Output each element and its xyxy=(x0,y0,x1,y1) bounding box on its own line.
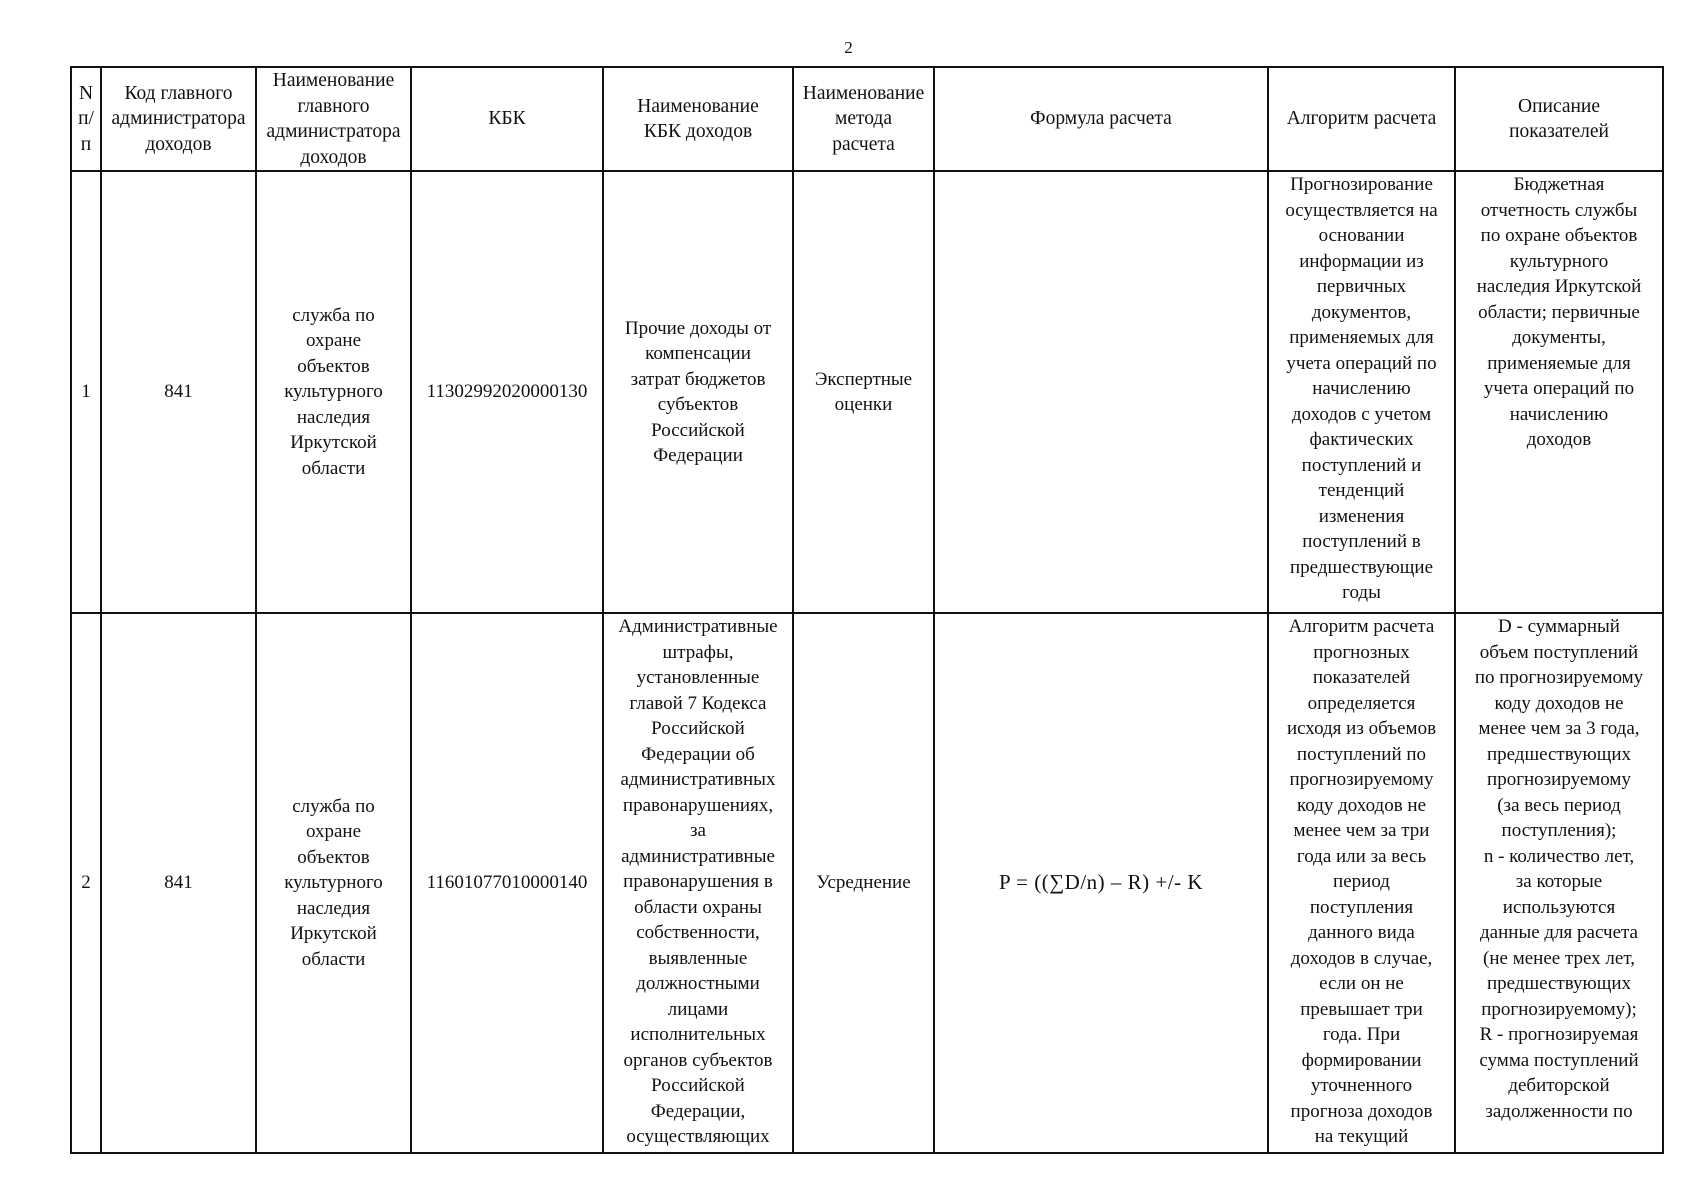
header-algorithm xyxy=(1268,67,1455,171)
method-name: Экспертные оценки xyxy=(814,368,913,415)
cell-kbk-name xyxy=(603,171,793,613)
header-method-label: Наименование метода расчета xyxy=(802,82,925,155)
header-num xyxy=(71,67,101,171)
cell-algorithm xyxy=(1268,613,1455,1153)
header-admin-name xyxy=(256,67,411,171)
header-admin-code-label: Код главного администратора доходов xyxy=(111,82,246,155)
cell-description xyxy=(1455,613,1663,1153)
kbk-code: 11601077010000140 xyxy=(426,872,588,894)
cell-admin-code xyxy=(101,171,256,613)
algorithm-text: Алгоритм расчета прогнозных показателей определяется исходя из объемов поступлений по прогнозируемому коду доходов не менее чем за три года или за весь период поступления данного вида доходов в случае, если он не превышает три года. При формировании уточненного прогноза доходов на текущий xyxy=(1286,616,1437,1147)
header-description xyxy=(1455,67,1663,171)
cell-num xyxy=(71,613,101,1153)
method-name: Усреднение xyxy=(816,872,911,894)
kbk-name: Административные штрафы, установленные главой 7 Кодекса Российской Федерации об административных правонарушениях, за административные правонарушения в области охраны собственности, выявленные должностными лицами исполнительных органов субъектов Российской Федерации, осуществляющих xyxy=(618,616,778,1147)
row-number: 1 xyxy=(81,381,91,403)
header-kbk-name xyxy=(603,67,793,171)
revenue-forecast-table xyxy=(70,66,1664,1154)
cell-admin-name xyxy=(256,613,411,1153)
page-number: 2 xyxy=(844,38,853,57)
table-row xyxy=(71,171,1663,613)
header-admin-name-label: Наименование главного администратора доходов xyxy=(266,70,401,168)
description-text: Бюджетная отчетность службы по охране объектов культурного наследия Иркутской области; первичные документы, применяемые для учета операций по начислению доходов xyxy=(1476,174,1642,450)
kbk-code: 11302992020000130 xyxy=(426,381,588,403)
algorithm-text: Прогнозирование осуществляется на основании информации из первичных документов, применяемых для учета операций по начислению доходов с учетом фактических поступлений и тенденций изменения поступлений в предшествующие годы xyxy=(1285,174,1438,603)
kbk-name: Прочие доходы от компенсации затрат бюджетов субъектов Российской Федерации xyxy=(624,317,772,466)
cell-description xyxy=(1455,171,1663,613)
formula: P = ((∑D/n) – R) +/- K xyxy=(998,870,1204,895)
header-description-label: Описание показателей xyxy=(1509,95,1609,142)
admin-name: служба по охране объектов культурного наследия Иркутской области xyxy=(284,795,383,970)
header-formula xyxy=(934,67,1268,171)
cell-admin-name xyxy=(256,171,411,613)
admin-name: служба по охране объектов культурного наследия Иркутской области xyxy=(284,304,383,479)
header-formula-label: Формула расчета xyxy=(1030,108,1172,130)
description-text: D - суммарный объем поступлений по прогнозируемому коду доходов не менее чем за 3 года, предшествующих прогнозируемому (за весь период поступления); n - количество лет, за которые используются данные для расчета (не менее трех лет, предшествующих прогнозируемому); R - прогнозируемая сумма поступлений дебиторской задолженности по xyxy=(1474,616,1644,1122)
table-header-row xyxy=(71,67,1663,171)
cell-admin-code xyxy=(101,613,256,1153)
table-row xyxy=(71,613,1663,1153)
admin-code: 841 xyxy=(164,381,193,403)
cell-algorithm xyxy=(1268,171,1455,613)
header-num-label: N п/п xyxy=(78,82,94,155)
cell-formula xyxy=(934,613,1268,1153)
header-algorithm-label: Алгоритм расчета xyxy=(1286,108,1437,130)
cell-method xyxy=(793,613,934,1153)
cell-method xyxy=(793,171,934,613)
cell-num xyxy=(71,171,101,613)
header-kbk-name-label: Наименование КБК доходов xyxy=(637,95,759,142)
admin-code: 841 xyxy=(164,872,193,894)
row-number: 2 xyxy=(81,872,91,894)
header-kbk xyxy=(411,67,603,171)
cell-kbk xyxy=(411,171,603,613)
header-admin-code xyxy=(101,67,256,171)
header-kbk-label: КБК xyxy=(488,108,526,130)
cell-formula xyxy=(934,171,1268,613)
cell-kbk xyxy=(411,613,603,1153)
cell-kbk-name xyxy=(603,613,793,1153)
header-method xyxy=(793,67,934,171)
